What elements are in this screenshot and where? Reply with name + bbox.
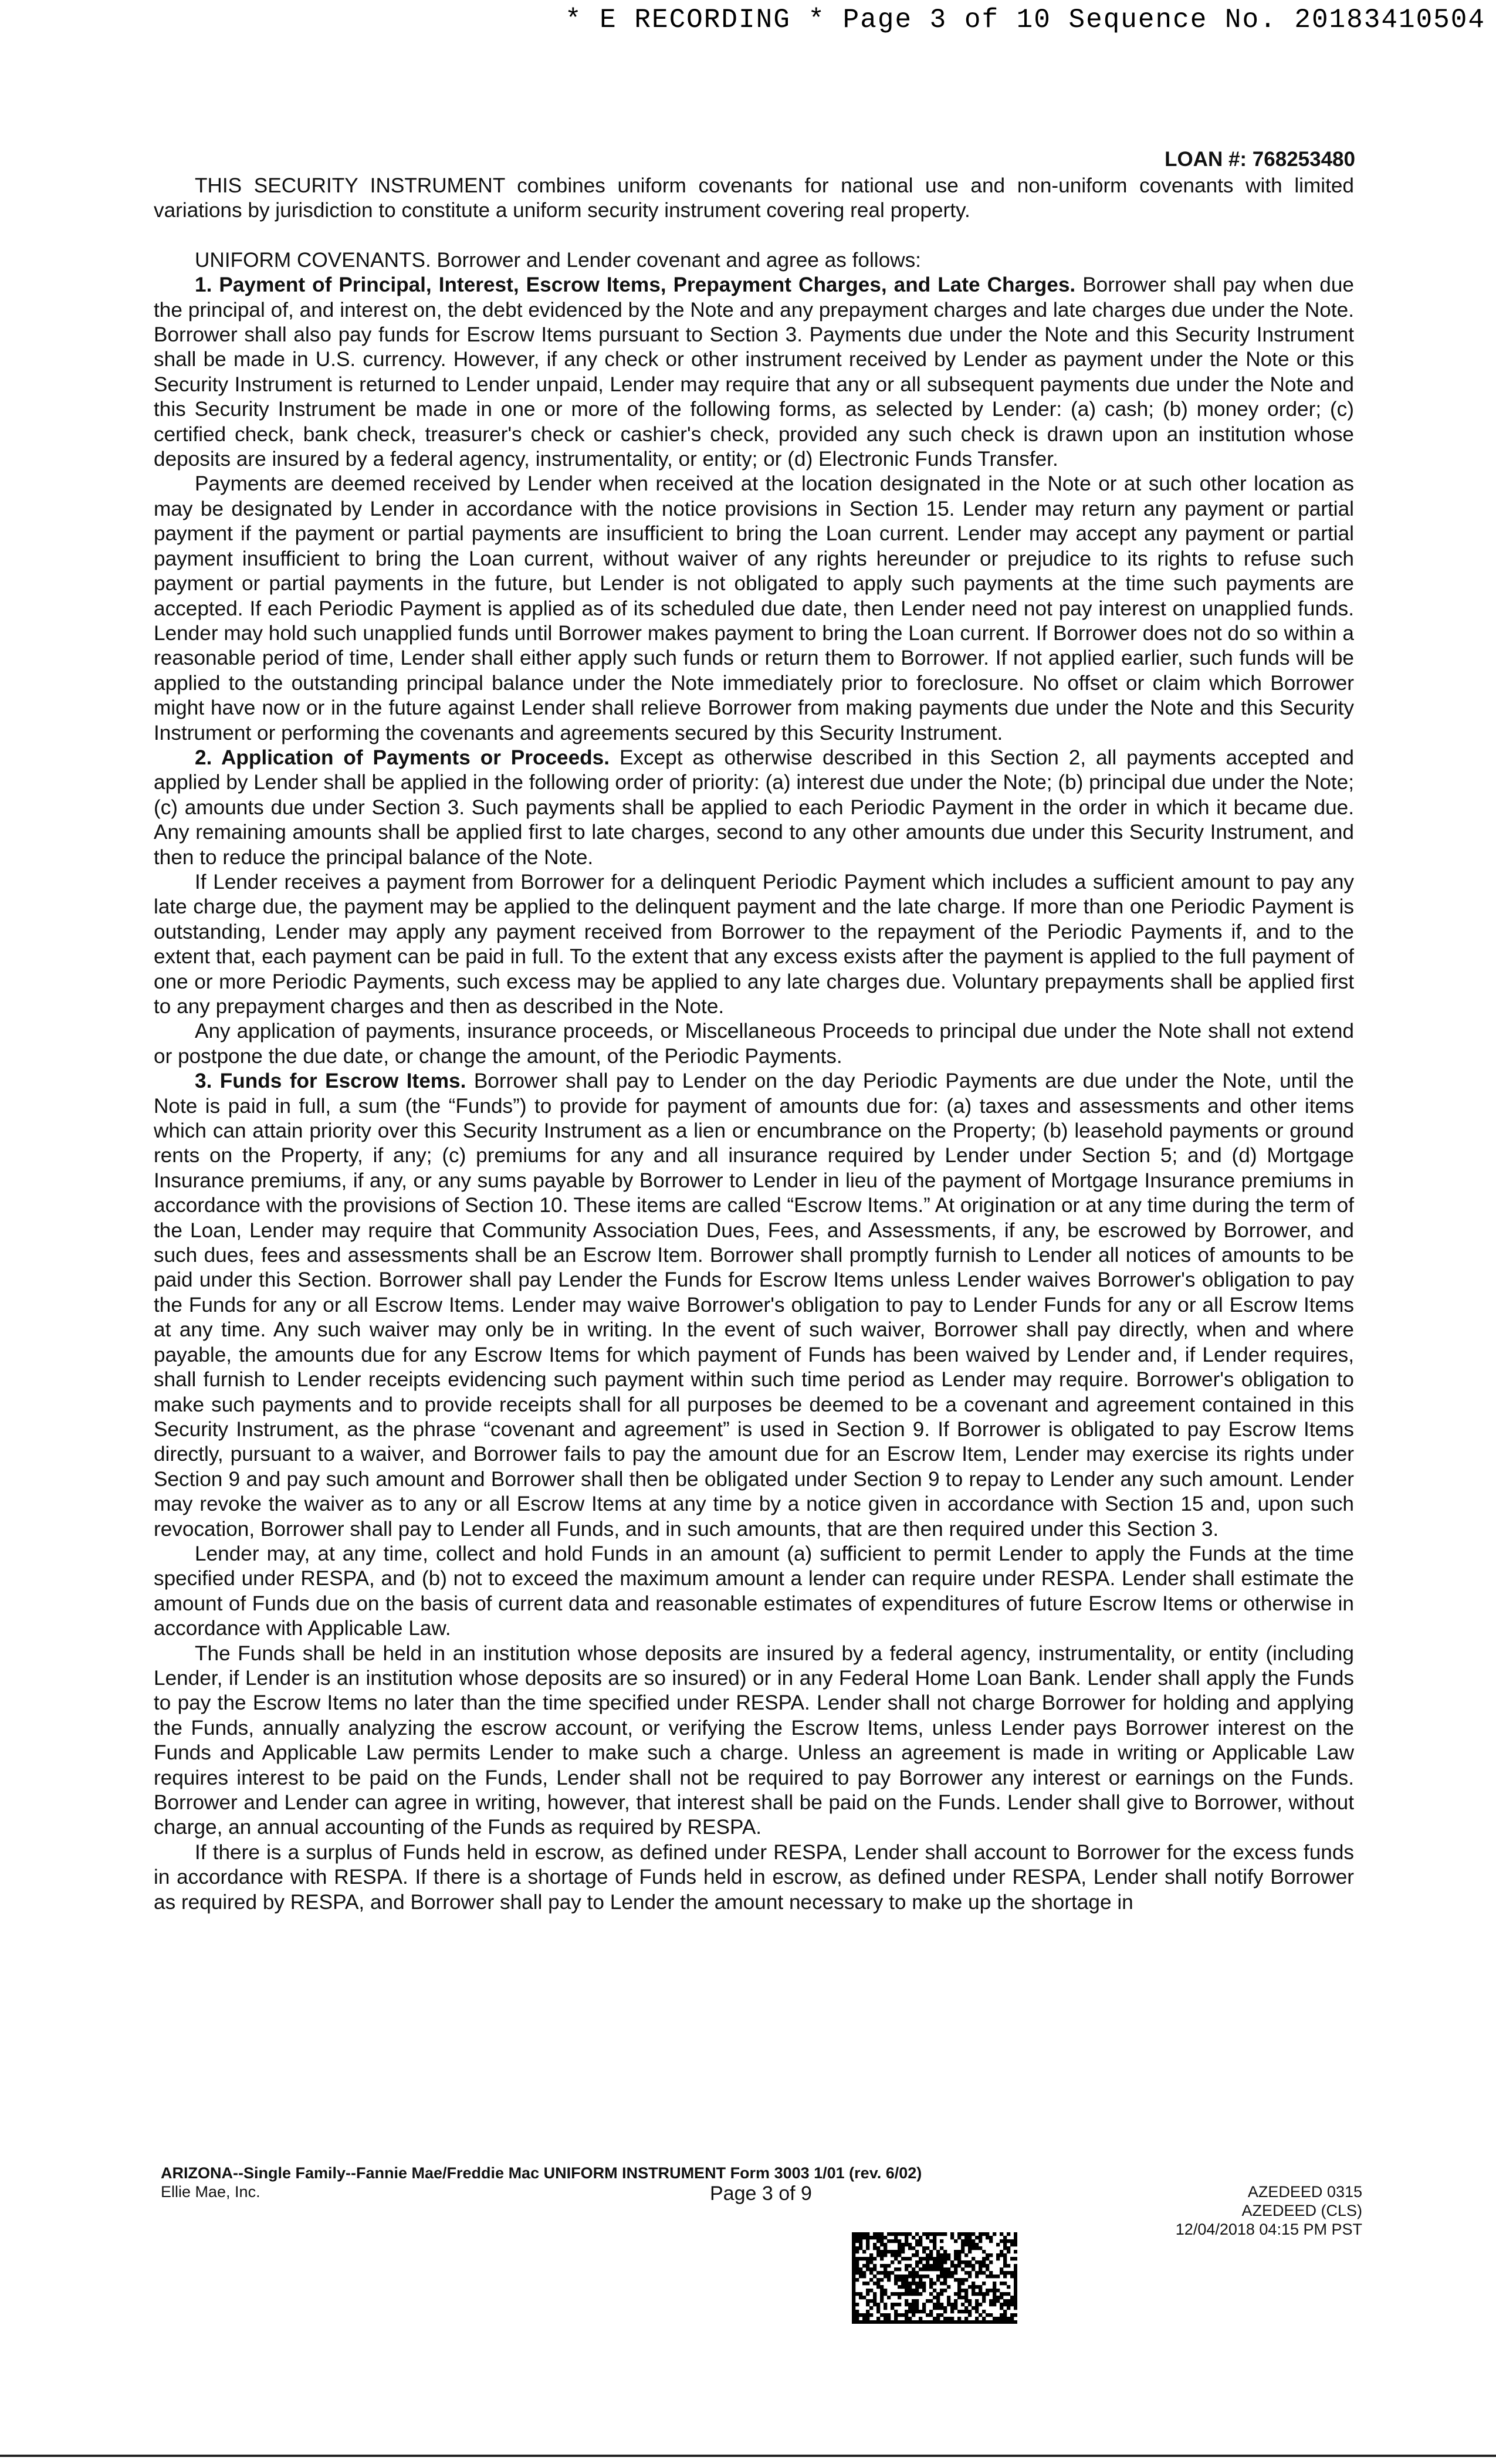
footer-right	[1176, 2182, 1362, 2239]
section-2-body: Except as otherwise described in this Section 2, all payments accepted and applied by Lender shall be applied in the following order of priority: (a) interest due under the Note; (b) principal due under the Note; (c) amounts due under Section 3. Such payments shall be applied to each Periodic Payment in the order in which it became due. Any remaining amounts shall be applied first to late charges, second to any other amounts due under this Security Instrument, and then to reduce the principal balance of the Note.	[154, 746, 1355, 869]
section-3-paragraph	[154, 1069, 1354, 1542]
section-1-heading: 1. Payment of Principal, Interest, Escrow Items, Prepayment Charges, and Late Charges.	[195, 273, 1076, 297]
section-1-body: Borrower shall pay when due the principal of, and interest on, the debt evidenced by the Note and any prepayment charges and late charges due under the Note. Borrower shall also pay funds for Escrow Items pursuant to Section 3. Payments due under the Note and this Security Instrument shall be made in U.S. currency. However, if any check or other instrument received by Lender as payment under the Note or this Security Instrument is returned to Lender unpaid, Lender may require that any or all subsequent payments due under the Note and this Security Instrument be made in one or more of the following forms, as selected by Lender: (a) cash; (b) money order; (c) certified check, bank check, treasurer's check or cashier's check, provided any such check is drawn upon an institution whose deposits are insured by a federal agency, instrumentality, or entity; or (d) Electronic Funds Transfer.	[154, 273, 1354, 471]
company-name: Ellie Mae, Inc.	[161, 2183, 260, 2201]
form-identifier: ARIZONA--Single Family--Fannie Mae/Freddie Mac UNIFORM INSTRUMENT Form 3003 1/01 (rev. 6/02)	[161, 2164, 922, 2182]
intro-paragraph: THIS SECURITY INSTRUMENT combines uniform covenants for national use and non-uniform covenants with limited variations by jurisdiction to constitute a uniform security instrument covering real property.	[154, 174, 1354, 222]
page-number: Page 3 of 9	[710, 2182, 812, 2205]
section-3-paragraph-2: Lender may, at any time, collect and hold Funds in an amount (a) sufficient to permit Lender to apply the Funds at the time specified under RESPA, and (b) not to exceed the maximum amount a lender can require under RESPA. Lender shall estimate the amount of Funds due on the basis of current data and reasonable estimates of expenditures of future Escrow Items or otherwise in accordance with Applicable Law.	[154, 1542, 1354, 1640]
section-3-heading: 3. Funds for Escrow Items.	[195, 1069, 466, 1093]
section-1-paragraph-2: Payments are deemed received by Lender when received at the location designated in the Note or at such other location as may be designated by Lender in accordance with the notice provisions in Section 15. Lender may return any payment or partial payment if the payment or partial payments are insufficient to bring the Loan current. Lender may accept any payment or partial payment insufficient to bring the Loan current, without waiver of any rights hereunder or prejudice to its rights to refuse such payment or partial payments in the future, but Lender is not obligated to apply such payments at the time such payments are accepted. If each Periodic Payment is applied as of its scheduled due date, then Lender need not pay interest on unapplied funds. Lender may hold such unapplied funds until Borrower makes payment to bring the Loan current. If Borrower does not do so within a reasonable period of time, Lender shall either apply such funds or return them to Borrower. If not applied earlier, such funds will be applied to the outstanding principal balance under the Note immediately prior to foreclosure. No offset or claim which Borrower might have now or in the future against Lender shall relieve Borrower from making payments due under the Note and this Security Instrument or performing the covenants and agreements secured by this Security Instrument.	[154, 472, 1354, 744]
section-1-paragraph	[154, 273, 1354, 472]
section-2-paragraph-3: Any application of payments, insurance proceeds, or Miscellaneous Proceeds to principal due under the Note shall not extend or postpone the due date, or change the amount, of the Periodic Payments.	[154, 1020, 1354, 1068]
doc-code-1: AZEDEED 0315	[1247, 2183, 1362, 2201]
section-2-paragraph	[154, 746, 1354, 870]
document-body	[154, 174, 1354, 1915]
recording-header: * E RECORDING * Page 3 of 10 Sequence No. 20183410504	[564, 5, 1485, 35]
page-bottom-rule	[0, 2455, 1496, 2457]
doc-code-2: AZEDEED (CLS)	[1241, 2202, 1362, 2219]
section-3-paragraph-4: If there is a surplus of Funds held in escrow, as defined under RESPA, Lender shall account to Borrower for the excess funds in accordance with RESPA. If there is a shortage of Funds held in escrow, as defined under RESPA, Lender shall notify Borrower as required by RESPA, and Borrower shall pay to Lender the amount necessary to make up the shortage in	[154, 1840, 1354, 1914]
section-2-paragraph-2: If Lender receives a payment from Borrower for a delinquent Periodic Payment which includes a sufficient amount to pay any late charge due, the payment may be applied to the delinquent payment and the late charge. If more than one Periodic Payment is outstanding, Lender may apply any payment received from Borrower to the repayment of the Periodic Payments if, and to the extent that, each payment can be paid in full. To the extent that any excess exists after the payment is applied to the full payment of one or more Periodic Payments, such excess may be applied to any late charges due. Voluntary prepayments shall be applied first to any prepayment charges and then as described in the Note.	[154, 870, 1354, 1018]
section-3-paragraph-3: The Funds shall be held in an institution whose deposits are insured by a federal agency, instrumentality, or entity (including Lender, if Lender is an institution whose deposits are so insured) or in any Federal Home Loan Bank. Lender shall apply the Funds to pay the Escrow Items no later than the time specified under RESPA. Lender shall not charge Borrower for holding and applying the Funds, annually analyzing the escrow account, or verifying the Escrow Items, unless Lender pays Borrower interest on the Funds and Applicable Law permits Lender to make such a charge. Unless an agreement is made in writing or Applicable Law requires interest to be paid on the Funds, Lender shall not be required to pay Borrower any interest or earnings on the Funds. Borrower and Lender can agree in writing, however, that interest shall be paid on the Funds. Lender shall give to Borrower, without charge, an annual accounting of the Funds as required by RESPA.	[154, 1641, 1354, 1839]
loan-number: LOAN #: 768253480	[1165, 148, 1355, 171]
footer-timestamp: 12/04/2018 04:15 PM PST	[1175, 2221, 1362, 2238]
section-3-body: Borrower shall pay to Lender on the day Periodic Payments are due under the Note, until the Note is paid in full, a sum (the “Funds”) to provide for payment of amounts due for: (a) taxes and assessments and other items which can attain priority over this Security Instrument as a lien or encumbrance on the Property; (b) leasehold payments or ground rents on the Property, if any; (c) premiums for any and all insurance required by Lender under Section 5; and (d) Mortgage Insurance premiums, if any, or any sums payable by Borrower to Lender in lieu of the payment of Mortgage Insurance premiums in accordance with the provisions of Section 10. These items are called “Escrow Items.” At origination or at any time during the term of the Loan, Lender may require that Community Association Dues, Fees, and Assessments, if any, be escrowed by Borrower, and such dues, fees and assessments shall be an Escrow Item. Borrower shall promptly furnish to Lender all notices of amounts to be paid under this Section. Borrower shall pay Lender the Funds for Escrow Items unless Lender waives Borrower's obligation to pay the Funds for any or all Escrow Items. Lender may waive Borrower's obligation to pay to Lender Funds for any or all Escrow Items at any time. Any such waiver may only be in writing. In the event of such waiver, Borrower shall pay directly, when and where payable, the amounts due for any Escrow Items for which payment of Funds has been waived by Lender and, if Lender requires, shall furnish to Lender receipts evidencing such payment within such time period as Lender may require. Borrower's obligation to make such payments and to provide receipts shall for all purposes be deemed to be a covenant and agreement contained in this Security Instrument, as the phrase “covenant and agreement” is used in Section 9. If Borrower is obligated to pay Escrow Items directly, pursuant to a waiver, and Borrower fails to pay the amount due for an Escrow Item, Lender may exercise its rights under Section 9 and pay such amount and Borrower shall then be obligated under Section 9 to repay to Lender any such amount. Lender may revoke the waiver as to any or all Escrow Items at any time by a notice given in accordance with Section 15 and, upon such revocation, Borrower shall pay to Lender all Funds, and in such amounts, that are then required under this Section 3.	[154, 1069, 1354, 1541]
uniform-covenants-paragraph: UNIFORM COVENANTS. Borrower and Lender covenant and agree as follows:	[195, 248, 921, 272]
2d-barcode-icon	[852, 2232, 1017, 2324]
section-2-heading: 2. Application of Payments or Proceeds.	[195, 746, 610, 769]
